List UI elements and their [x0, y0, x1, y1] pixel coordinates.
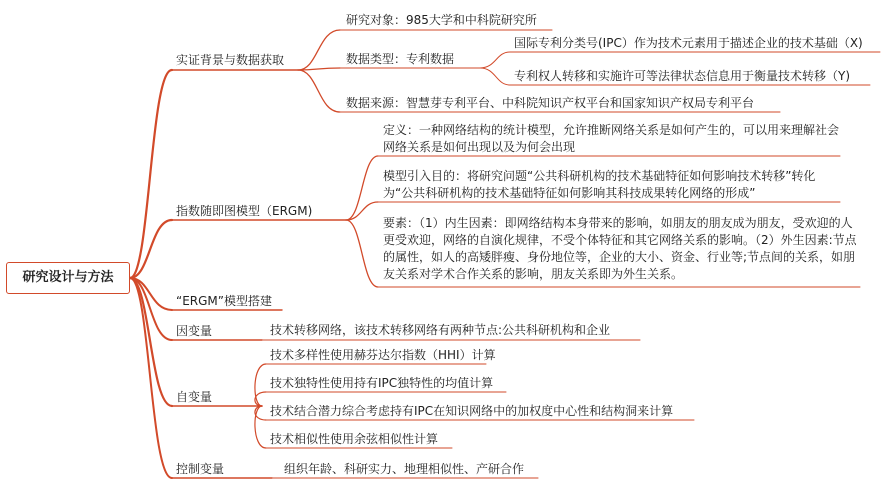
node-data-type[interactable]: 数据类型：专利数据 — [346, 52, 455, 66]
root-node[interactable]: 研究设计与方法 — [6, 262, 130, 294]
branch-independent-variable[interactable]: 自变量 — [176, 390, 213, 404]
branch-ergm-build[interactable]: “ERGM”模型搭建 — [176, 294, 273, 308]
node-ergm-elements[interactable]: 要素：（1）内生因素：即网络结构本身带来的影响，如朋友的朋友成为朋友，受欢迎的人更受欢迎，网络的自演化规律，不受个体特征和其它网络关系的影响。（2）外生因素:节点的属性，如人的高矮胖瘦、身份地位等，企业的大小、资金、行业等;节点间的关系，如朋友关系对学术合作关系的影响，朋友关系即为外生关系。 — [383, 216, 857, 281]
node-data-source[interactable]: 数据来源：智慧芽专利平台、中科院知识产权平台和国家知识产权局专利平台 — [346, 96, 755, 110]
node-control-text[interactable]: 组织年龄、科研实力、地理相似性、产研合作 — [284, 462, 525, 476]
branch-background[interactable]: 实证背景与数据获取 — [176, 53, 285, 67]
branch-dependent-variable[interactable]: 因变量 — [176, 324, 213, 338]
node-dependent-text[interactable]: 技术转移网络，该技术转移网络有两种节点:公共科研机构和企业 — [270, 323, 611, 337]
node-independent-item[interactable]: 技术多样性使用赫芬达尔指数（HHI）计算 — [270, 348, 496, 362]
node-ergm-definition[interactable]: 定义：一种网络结构的统计模型，允许推断网络关系是如何产生的，可以用来理解社会网络关系是如何出现以及为何会出现 — [383, 123, 840, 154]
node-independent-item[interactable]: 技术相似性使用余弦相似性计算 — [270, 432, 439, 446]
node-independent-item[interactable]: 技术结合潜力综合考虑持有IPC在知识网络中的加权度中心性和结构洞来计算 — [270, 404, 674, 418]
branch-control-variable[interactable]: 控制变量 — [176, 462, 225, 476]
node-data-type-x[interactable]: 国际专利分类号(IPC）作为技术元素用于描述企业的技术基础（X) — [514, 36, 863, 50]
node-research-object[interactable]: 研究对象：985大学和中科院研究所 — [346, 13, 537, 27]
node-data-type-y[interactable]: 专利权人转移和实施许可等法律状态信息用于衡量技术转移（Y) — [514, 69, 851, 83]
node-ergm-intro[interactable]: 模型引入目的：将研究问题“公共科研机构的技术基础特征如何影响技术转移”转化为“公共科研机构的技术基础特征如何影响其科技成果转化网络的形成” — [383, 169, 816, 200]
branch-ergm[interactable]: 指数随即图模型（ERGM) — [176, 204, 313, 218]
node-independent-item[interactable]: 技术独特性使用持有IPC独特性的均值计算 — [270, 376, 494, 390]
